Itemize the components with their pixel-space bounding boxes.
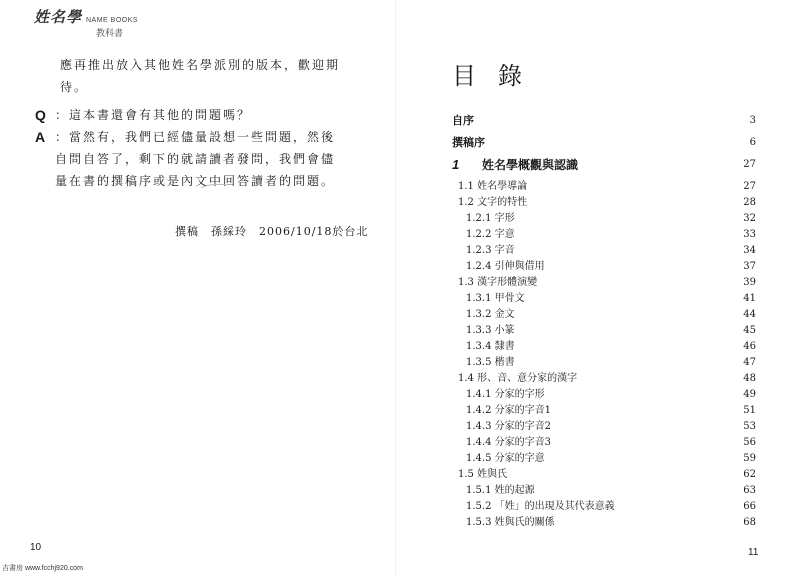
toc-entry-page: 66 [743,501,756,512]
toc-entry-label: 1.3.1 甲骨文 [466,293,525,304]
toc-entry[interactable] [452,135,756,153]
toc-entry-label: 1.5 姓與氏 [458,469,508,480]
toc-entry-page: 27 [743,181,756,192]
left-page [0,0,396,576]
toc-entry[interactable] [452,259,756,275]
toc-entry-label: 1.1 姓名學導論 [458,181,528,192]
toc-entry[interactable] [452,499,756,515]
toc-entry-page: 47 [743,357,756,368]
toc-entry[interactable] [452,403,756,419]
toc-entry[interactable] [452,339,756,355]
toc-entry-label: 1.5.1 姓的起源 [466,485,535,496]
toc-entry[interactable] [452,291,756,307]
toc-entry-page: 45 [743,325,756,336]
right-page [396,0,793,576]
toc-entry-page: 63 [743,485,756,496]
answer-mark-label: A [35,129,48,145]
toc-entry-label: 自序 [452,114,474,127]
toc-entry-page: 34 [743,245,756,256]
toc-entry-page: 32 [743,213,756,224]
toc-entry-page: 46 [743,341,756,352]
toc-entry-page: 53 [743,421,756,432]
toc-entry-label: 1.5.2 「姓」的出現及其代表意義 [466,501,615,512]
toc-entry-label: 1.4.3 分家的字音2 [466,421,551,432]
toc-entry-page: 6 [749,137,756,148]
toc-entry-label: 1.4.4 分家的字音3 [466,437,551,448]
toc-entry-label: 1.4.1 分家的字形 [466,389,545,400]
watermark-text: 吉書房 www.fcchj920.com [2,565,83,572]
toc-entry-label: 撰稿序 [452,136,485,149]
toc-entry-page: 44 [743,309,756,320]
toc-entry-page: 41 [743,293,756,304]
toc-entry-page: 62 [743,469,756,480]
toc-entry-label: 1.4.5 分家的字意 [466,453,545,464]
chapter-number: 1 [452,157,460,172]
toc-entry[interactable] [452,355,756,371]
toc-entry[interactable] [452,451,756,467]
toc-entry-label: 1.4 形、音、意分家的漢字 [458,373,578,384]
toc-entry-page: 27 [743,159,756,170]
toc-entry[interactable] [452,387,756,403]
toc-entry[interactable] [452,243,756,259]
toc-entry-page: 49 [743,389,756,400]
toc-entry-page: 3 [749,115,756,126]
logo-script-text: 姓名學 [34,8,83,26]
toc-entry[interactable] [452,419,756,435]
toc-entry-label: 1.2 文字的特性 [458,197,528,208]
toc-entry[interactable] [452,483,756,499]
question-text: ：這本書還會有其他的問題嗎？ [55,108,252,122]
toc-entry-label: 1.2.2 字意 [466,229,515,240]
toc-entry-label: 1.3.4 隸書 [466,341,515,352]
toc-entry[interactable] [452,195,756,211]
toc-entry-label: 1.4.2 分家的字音1 [466,405,551,416]
logo-subtitle: 教科書 [96,29,124,39]
toc-entry-page: 28 [743,197,756,208]
toc-entry[interactable] [452,323,756,339]
page-number-left: 10 [30,542,42,553]
answer-block [35,126,347,192]
answer-text: ：當然有，我們已經儘量設想一些問題，然後自問自答了，剩下的就請讀者發問，我們會儘量在書的撰稿序或是內文中回答讀者的問題。 [55,130,336,188]
toc-entry[interactable] [452,227,756,243]
toc-title: 目錄 [452,62,544,90]
toc-entry-label: 1.5.3 姓與氏的關係 [466,517,555,528]
toc-entry-page: 48 [743,373,756,384]
logo-english-text: NAME BOOKS [86,17,139,24]
toc-entry-label: 姓名學概觀與認識 [482,158,579,172]
toc-entry[interactable] [452,275,756,291]
table-of-contents [452,113,756,531]
author-signature: 撰稿 孫綵玲 2006/10/18於台北 [175,225,369,238]
question-mark-label: Q [35,107,48,123]
toc-entry-label: 1.3 漢字形體演變 [458,277,538,288]
toc-entry[interactable] [452,371,756,387]
toc-entry-label: 1.3.2 金文 [466,309,515,320]
continued-paragraph: 應再推出放入其他姓名學派別的版本，歡迎期待。 [60,58,341,94]
toc-entry-page: 39 [743,277,756,288]
question-block [35,104,347,126]
toc-entry-page: 51 [743,405,756,416]
toc-entry-label: 1.3.5 楷書 [466,357,515,368]
toc-entry[interactable] [452,515,756,531]
toc-entry-label: 1.3.3 小篆 [466,325,515,336]
toc-entry-page: 59 [743,453,756,464]
toc-entry[interactable] [452,467,756,483]
toc-entry-page: 56 [743,437,756,448]
scribble-mark [200,182,228,190]
toc-entry[interactable] [452,307,756,323]
toc-entry[interactable] [452,157,756,177]
toc-entry[interactable] [452,211,756,227]
page-number-right: 11 [748,547,759,558]
toc-entry-label: 1.2.1 字形 [466,213,515,224]
toc-entry-label: 1.2.4 引伸與借用 [466,261,545,272]
toc-entry-page: 33 [743,229,756,240]
toc-entry-page: 68 [743,517,756,528]
toc-entry[interactable] [452,179,756,195]
toc-entry-page: 37 [743,261,756,272]
toc-entry[interactable] [452,113,756,131]
toc-entry-label: 1.2.3 字音 [466,245,515,256]
toc-entry[interactable] [452,435,756,451]
